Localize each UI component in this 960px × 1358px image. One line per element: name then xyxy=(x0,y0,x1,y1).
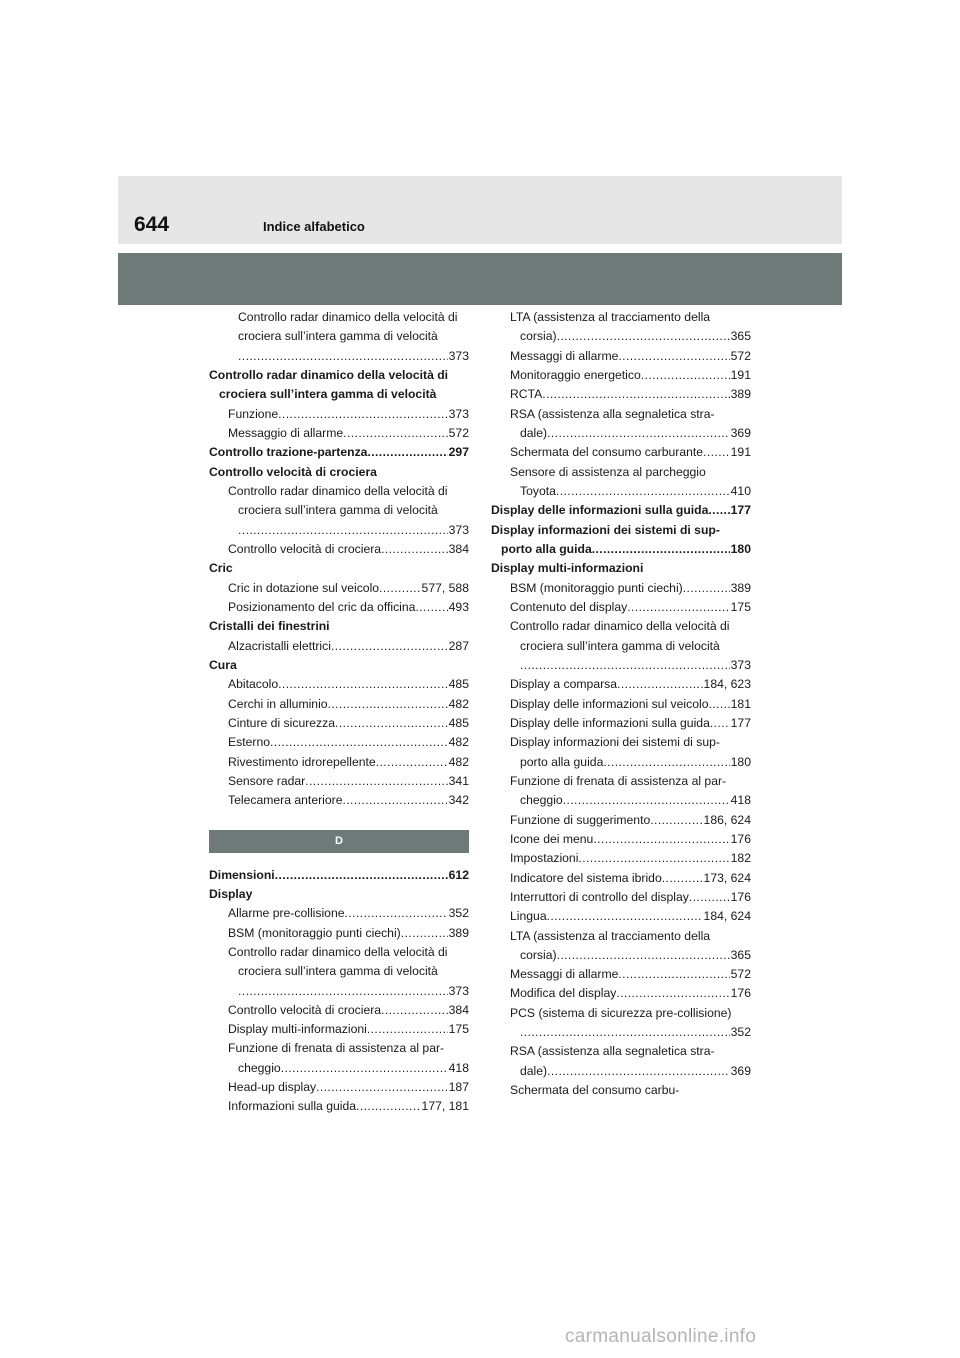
index-entry: Display multi-informazioni xyxy=(491,561,644,576)
index-entry xyxy=(491,849,751,868)
index-entry: PCS (sistema di sicurezza pre-collisione) xyxy=(510,1005,732,1020)
page-reference: 612 xyxy=(448,867,469,882)
index-entry-text: Modifica del display xyxy=(510,986,617,1001)
dot-leader xyxy=(618,347,729,366)
index-entry: Funzione di frenata di assistenza al par- xyxy=(228,1041,445,1056)
index-entry xyxy=(491,695,751,714)
page-reference: 176 xyxy=(730,831,751,846)
page-reference: 365 xyxy=(730,329,751,344)
index-entry xyxy=(209,579,469,598)
dot-leader xyxy=(547,1062,730,1081)
index-entry-text: Indicatore del sistema ibrido xyxy=(510,870,662,885)
index-entry-text: BSM (monitoraggio punti ciechi) xyxy=(510,580,683,595)
page-reference: 176 xyxy=(730,986,751,1001)
page-reference: 184, 624 xyxy=(703,909,751,924)
page-reference: 297 xyxy=(448,445,469,460)
dot-leader xyxy=(316,1078,448,1097)
dot-leader xyxy=(238,982,448,1001)
dot-leader xyxy=(278,675,448,694)
dot-leader xyxy=(305,772,447,791)
page-reference: 182 xyxy=(730,851,751,866)
index-list-d xyxy=(209,866,469,1117)
index-entry xyxy=(491,753,751,772)
index-entry-text: Allarme pre-collisione xyxy=(228,906,345,921)
index-entry-text: Abitacolo xyxy=(228,677,279,692)
index-entry xyxy=(491,598,751,617)
index-entry-text: Rivestimento idrorepellente xyxy=(228,754,376,769)
index-entry xyxy=(491,714,751,733)
index-entry-text: corsia) xyxy=(520,329,557,344)
index-entry-text: Funzione xyxy=(228,406,279,421)
index-entry: RSA (assistenza alla segnaletica stra- xyxy=(510,1044,715,1059)
index-entry xyxy=(491,1062,751,1081)
index-entry xyxy=(209,443,469,462)
index-entry-text: porto alla guida xyxy=(520,754,604,769)
page-reference: 176 xyxy=(730,889,751,904)
page-reference: 493 xyxy=(448,599,469,614)
page-header xyxy=(118,176,842,244)
index-entry-text: Cinture di sicurezza xyxy=(228,715,336,730)
page-reference: 352 xyxy=(730,1025,751,1040)
index-entry: Cristalli dei finestrini xyxy=(209,619,330,634)
index-entry-text: dale) xyxy=(520,1063,548,1078)
dot-leader xyxy=(415,598,447,617)
index-entry-text: Alzacristalli elettrici xyxy=(228,638,331,653)
index-entry xyxy=(491,501,751,520)
index-entry xyxy=(491,424,751,443)
page-reference: 369 xyxy=(730,1063,751,1078)
dot-leader xyxy=(557,327,730,346)
index-entry xyxy=(209,924,469,943)
index-entry-text: Display a comparsa xyxy=(510,677,618,692)
dot-leader xyxy=(278,405,448,424)
dot-leader xyxy=(616,984,729,1003)
page-reference: 482 xyxy=(448,754,469,769)
dot-leader xyxy=(281,1059,448,1078)
index-entry: crociera sull’intera gamma di velocità xyxy=(219,387,437,402)
index-column-left xyxy=(209,308,469,1117)
index-entry xyxy=(209,695,469,714)
index-entry xyxy=(209,521,469,540)
page-reference: 373 xyxy=(730,657,751,672)
dot-leader xyxy=(343,424,447,443)
index-entry xyxy=(491,965,751,984)
dot-leader xyxy=(641,366,730,385)
dot-leader xyxy=(520,1023,730,1042)
index-entry xyxy=(491,327,751,346)
page-reference: 177, 181 xyxy=(421,1099,469,1114)
index-entry xyxy=(209,598,469,617)
index-entry-text: cheggio xyxy=(238,1060,281,1075)
index-entry: Controllo velocità di crociera xyxy=(209,464,377,479)
dot-leader xyxy=(520,656,730,675)
dot-leader xyxy=(542,385,729,404)
index-entry: Sensore di assistenza al parcheggio xyxy=(510,464,706,479)
index-entry-text: Telecamera anteriore xyxy=(228,793,343,808)
index-entry xyxy=(209,1001,469,1020)
index-entry-text: Posizionamento del cric da officina xyxy=(228,599,416,614)
page-reference: 373 xyxy=(448,406,469,421)
index-entry xyxy=(491,791,751,810)
dot-leader xyxy=(270,733,448,752)
dot-leader xyxy=(557,946,730,965)
index-entry: Funzione di frenata di assistenza al par- xyxy=(510,773,727,788)
dot-leader xyxy=(342,791,447,810)
index-entry-text: Display delle informazioni sul veicolo xyxy=(510,696,709,711)
page-reference: 389 xyxy=(448,925,469,940)
page-reference: 186, 624 xyxy=(703,812,751,827)
index-entry-text: Schermata del consumo carburante xyxy=(510,445,704,460)
index-entry xyxy=(209,733,469,752)
watermark-text: carmanualsonline.info xyxy=(565,1326,757,1347)
dot-leader xyxy=(328,695,448,714)
page-reference: 410 xyxy=(730,483,751,498)
page-reference: 485 xyxy=(448,715,469,730)
index-entry-text: Controllo velocità di crociera xyxy=(228,1002,382,1017)
dot-leader xyxy=(367,443,447,462)
dot-leader xyxy=(556,482,730,501)
index-entry xyxy=(491,656,751,675)
index-entry: Controllo radar dinamico della velocità di xyxy=(238,310,458,324)
index-entry-text: Icone dei menu xyxy=(510,831,594,846)
index-entry-text: Head-up display xyxy=(228,1080,317,1095)
dot-leader xyxy=(627,598,729,617)
dot-leader xyxy=(367,1020,448,1039)
index-entry: Cric xyxy=(209,561,233,576)
page-reference: 482 xyxy=(448,696,469,711)
dot-leader xyxy=(381,540,448,559)
dot-leader xyxy=(356,1097,421,1116)
dot-leader xyxy=(381,1001,448,1020)
dot-leader xyxy=(708,695,729,714)
index-entry xyxy=(209,1078,469,1097)
index-entry xyxy=(209,904,469,923)
index-entry-text: Controllo velocità di crociera xyxy=(228,541,382,556)
page-reference: 191 xyxy=(730,445,751,460)
index-entry xyxy=(491,482,751,501)
dot-leader xyxy=(335,714,448,733)
index-entry: Cura xyxy=(209,657,237,672)
index-entry-text: Messaggi di allarme xyxy=(510,967,619,982)
page-reference: 389 xyxy=(730,580,751,595)
index-entry-text: Display multi-informazioni xyxy=(228,1022,367,1037)
page-reference: 287 xyxy=(448,638,469,653)
index-entry xyxy=(209,791,469,810)
index-entry: Display informazioni dei sistemi di sup- xyxy=(491,522,720,537)
page-reference: 418 xyxy=(448,1060,469,1075)
index-entry xyxy=(209,540,469,559)
page-reference: 485 xyxy=(448,677,469,692)
page-reference: 577, 588 xyxy=(421,580,469,595)
letter-divider-d: D xyxy=(209,830,469,853)
page-reference: 572 xyxy=(448,425,469,440)
dot-leader xyxy=(618,965,729,984)
index-entry-text: Informazioni sulla guida xyxy=(228,1099,357,1114)
dot-leader xyxy=(238,521,448,540)
page-reference: 365 xyxy=(730,947,751,962)
page-reference: 418 xyxy=(730,793,751,808)
index-list-d-continued xyxy=(491,308,751,1100)
index-entry xyxy=(491,811,751,830)
page-reference: 482 xyxy=(448,735,469,750)
dot-leader xyxy=(345,904,448,923)
index-entry-text: Dimensioni xyxy=(209,867,275,882)
index-entry xyxy=(209,637,469,656)
index-entry-text: corsia) xyxy=(520,947,557,962)
index-entry-text: Interruttori di controllo del display xyxy=(510,889,689,904)
index-entry-text: Contenuto del display xyxy=(510,599,628,614)
page-reference: 572 xyxy=(730,348,751,363)
index-entry xyxy=(209,347,469,366)
page-reference: 175 xyxy=(448,1022,469,1037)
dot-leader xyxy=(376,753,448,772)
index-entry: Schermata del consumo carbu- xyxy=(510,1083,680,1098)
index-entry xyxy=(209,982,469,1001)
index-entry: crociera sull’intera gamma di velocità xyxy=(238,964,438,979)
index-entry: Display informazioni dei sistemi di sup- xyxy=(510,735,720,750)
page-reference: 173, 624 xyxy=(703,870,751,885)
index-entry: LTA (assistenza al tracciamento della xyxy=(510,928,711,943)
index-entry-text: Display delle informazioni sulla guida xyxy=(510,715,710,730)
index-entry: crociera sull’intera gamma di velocità xyxy=(238,329,438,344)
header-band xyxy=(118,253,842,305)
dot-leader xyxy=(708,501,729,520)
page-reference: 384 xyxy=(448,1002,469,1017)
index-entry xyxy=(491,888,751,907)
index-entry-text: porto alla guida xyxy=(501,541,592,556)
index-entry xyxy=(209,1059,469,1078)
index-entry-text: dale) xyxy=(520,425,548,440)
section-title: Indice alfabetico xyxy=(263,219,365,234)
page-reference: 187 xyxy=(448,1080,469,1095)
index-entry-text: Messaggio di allarme xyxy=(228,425,344,440)
dot-leader xyxy=(379,579,420,598)
dot-leader xyxy=(603,753,729,772)
index-entry xyxy=(491,946,751,965)
index-entry xyxy=(209,405,469,424)
index-entry xyxy=(491,830,751,849)
dot-leader xyxy=(703,443,730,462)
index-entry xyxy=(491,540,751,559)
index-entry: RSA (assistenza alla segnaletica stra- xyxy=(510,406,715,421)
dot-leader xyxy=(578,849,729,868)
index-entry-text: Lingua xyxy=(510,909,547,924)
dot-leader xyxy=(275,866,448,885)
index-entry xyxy=(491,675,751,694)
dot-leader xyxy=(592,540,730,559)
dot-leader xyxy=(662,869,703,888)
page-reference: 369 xyxy=(730,425,751,440)
page-reference: 572 xyxy=(730,967,751,982)
dot-leader xyxy=(650,811,702,830)
dot-leader xyxy=(563,791,730,810)
index-entry-text: Cerchi in alluminio xyxy=(228,696,328,711)
index-entry xyxy=(209,772,469,791)
page-reference: 180 xyxy=(730,541,751,556)
index-entry-text: RCTA xyxy=(510,387,543,402)
index-entry: Controllo radar dinamico della velocità di xyxy=(228,483,448,498)
page-reference: 352 xyxy=(448,906,469,921)
index-entry xyxy=(491,579,751,598)
index-entry xyxy=(209,1020,469,1039)
index-entry xyxy=(491,869,751,888)
index-entry-text: Sensore radar xyxy=(228,773,306,788)
index-entry xyxy=(491,907,751,926)
dot-leader xyxy=(238,347,448,366)
index-column-right xyxy=(491,308,751,1100)
page-reference: 342 xyxy=(448,793,469,808)
page-reference: 191 xyxy=(730,367,751,382)
index-entry-text: Controllo trazione-partenza xyxy=(209,445,368,460)
page-reference: 384 xyxy=(448,541,469,556)
index-entry xyxy=(491,385,751,404)
index-entry xyxy=(491,366,751,385)
index-entry: Controllo radar dinamico della velocità di xyxy=(510,619,730,634)
page-reference: 373 xyxy=(448,983,469,998)
index-entry: Controllo radar dinamico della velocità di xyxy=(228,944,448,959)
index-entry xyxy=(209,753,469,772)
page-reference: 177 xyxy=(730,715,751,730)
page-reference: 181 xyxy=(730,696,751,711)
index-entry: Display xyxy=(209,886,253,901)
page-reference: 373 xyxy=(448,348,469,363)
index-entry-text: Toyota xyxy=(520,483,556,498)
dot-leader xyxy=(683,579,730,598)
index-entry-text: Messaggi di allarme xyxy=(510,348,619,363)
index-entry xyxy=(491,347,751,366)
index-entry xyxy=(209,675,469,694)
index-entry: LTA (assistenza al tracciamento della xyxy=(510,310,711,324)
index-entry: Controllo radar dinamico della velocità di xyxy=(209,367,449,382)
index-entry-text: Funzione di suggerimento xyxy=(510,812,651,827)
index-entry: crociera sull’intera gamma di velocità xyxy=(520,638,720,653)
index-entry-text: Impostazioni xyxy=(510,851,579,866)
index-entry xyxy=(209,866,469,885)
index-entry-text: cheggio xyxy=(520,793,563,808)
index-entry-text: Monitoraggio energetico xyxy=(510,367,641,382)
index-entry: crociera sull’intera gamma di velocità xyxy=(238,503,438,518)
index-entry xyxy=(491,984,751,1003)
dot-leader xyxy=(401,924,448,943)
index-entry xyxy=(491,1023,751,1042)
index-list-c xyxy=(209,308,469,811)
index-entry xyxy=(209,424,469,443)
index-entry xyxy=(491,443,751,462)
dot-leader xyxy=(547,907,703,926)
page-reference: 175 xyxy=(730,599,751,614)
index-entry xyxy=(209,714,469,733)
page-reference: 184, 623 xyxy=(703,677,751,692)
index-entry xyxy=(209,1097,469,1116)
dot-leader xyxy=(547,424,730,443)
page-reference: 341 xyxy=(448,773,469,788)
index-entry-text: Cric in dotazione sul veicolo xyxy=(228,580,380,595)
page-reference: 177 xyxy=(730,503,751,518)
page-reference: 389 xyxy=(730,387,751,402)
dot-leader xyxy=(593,830,729,849)
index-entry-text: Esterno xyxy=(228,735,271,750)
page-number: 644 xyxy=(134,213,170,236)
dot-leader xyxy=(617,675,703,694)
dot-leader xyxy=(331,637,448,656)
dot-leader xyxy=(710,714,730,733)
index-entry-text: BSM (monitoraggio punti ciechi) xyxy=(228,925,401,940)
dot-leader xyxy=(689,888,730,907)
index-entry-text: Display delle informazioni sulla guida xyxy=(491,503,709,518)
page-reference: 373 xyxy=(448,522,469,537)
page-reference: 180 xyxy=(730,754,751,769)
